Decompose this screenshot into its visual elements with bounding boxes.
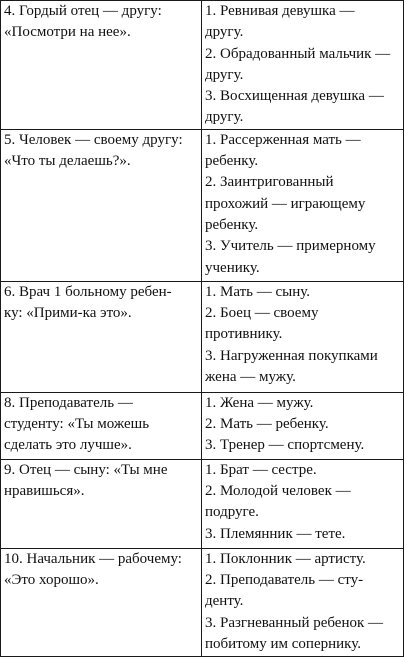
situation-cell — [1, 1, 202, 130]
situation-cell — [1, 129, 202, 281]
situation-cell — [1, 459, 202, 548]
text-line: 8. Преподаватель — — [4, 394, 133, 411]
text-line: 1. Мать — сыну. — [205, 283, 311, 300]
situation-cell — [1, 548, 202, 656]
text-line: 3. Учитель — примерному — [205, 238, 376, 255]
text-line: «Это хорошо». — [4, 572, 99, 589]
text-line: прохожий — играющему — [205, 195, 366, 212]
text-line: ученику. — [205, 259, 260, 276]
text-line: ребенку. — [205, 153, 259, 170]
text-line: «Что ты делаешь?». — [4, 153, 131, 170]
text-line: жена — мужу. — [205, 368, 296, 385]
text-line: 6. Врач 1 больному ребен- — [4, 283, 172, 300]
text-line: 2. Обрадованный мальчик — — [205, 45, 391, 62]
text-line: 2. Молодой человек — — [205, 483, 351, 500]
options-cell — [202, 281, 404, 392]
situation-cell — [1, 392, 202, 459]
options-cell — [202, 548, 404, 656]
text-line: 1. Рассерженная мать — — [205, 131, 361, 148]
text-line: 3. Восхищенная девушка — — [205, 88, 384, 105]
text-line: 1. Жена — мужу. — [205, 394, 314, 411]
situation-cell — [1, 281, 202, 392]
text-line: другу. — [205, 24, 244, 41]
table-row — [1, 129, 404, 281]
text-line: денту. — [205, 593, 244, 610]
text-line: 1. Поклонник — артисту. — [205, 550, 366, 567]
table-row — [1, 392, 404, 459]
text-line: 10. Начальник — рабочему: — [4, 550, 182, 567]
text-line: нравишься». — [4, 483, 85, 500]
text-line: ку: «Прими-ка это». — [4, 305, 132, 322]
options-cell — [202, 392, 404, 459]
text-line: подруге. — [205, 504, 259, 521]
text-line: противнику. — [205, 326, 283, 343]
text-line: 3. Племянник — тете. — [205, 525, 346, 542]
text-line: другу. — [205, 66, 244, 83]
options-cell — [202, 129, 404, 281]
options-cell — [202, 459, 404, 548]
text-line: 9. Отец — сыну: «Ты мне — [4, 461, 168, 478]
text-line: 4. Гордый отец — другу: — [4, 3, 162, 19]
options-cell — [202, 1, 404, 130]
text-line: 2. Боец — своему — [205, 305, 319, 322]
text-line: другу. — [205, 109, 244, 126]
text-line: 2. Преподаватель — сту- — [205, 572, 364, 589]
table-row — [1, 459, 404, 548]
text-line: побитому им сопернику. — [205, 635, 361, 652]
text-line: ребенку. — [205, 216, 259, 233]
text-line: сделать это лучше». — [4, 437, 132, 454]
table-row — [1, 1, 404, 130]
table-row — [1, 281, 404, 392]
text-line: 1. Брат — сестре. — [205, 461, 317, 478]
text-line: 3. Разгневанный ребенок — — [205, 614, 384, 631]
text-line: студенту: «Ты можешь — [4, 416, 150, 433]
table-row — [1, 548, 404, 656]
text-line: 2. Заинтригованный — [205, 174, 334, 191]
text-line: 3. Нагруженная покупками — [205, 347, 378, 364]
text-line: 5. Человек — своему другу: — [4, 131, 183, 148]
text-line: 3. Тренер — спортсмену. — [205, 437, 365, 454]
text-line: 1. Ревнивая девушка — — [205, 3, 355, 19]
text-line: «Посмотри на нее». — [4, 24, 131, 41]
text-line: 2. Мать — ребенку. — [205, 416, 329, 433]
